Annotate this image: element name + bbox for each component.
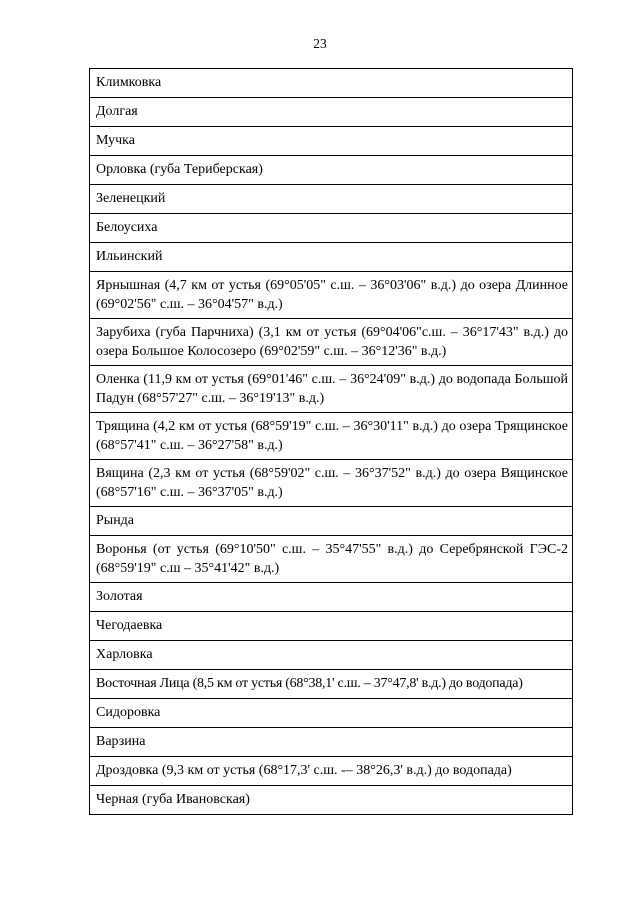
- table-cell: Ильинский: [90, 243, 573, 272]
- table-cell: Золотая: [90, 583, 573, 612]
- table-cell: Черная (губа Ивановская): [90, 786, 573, 815]
- page-number: 23: [313, 36, 327, 51]
- table-row: [90, 127, 573, 156]
- table-cell: Восточная Лица (8,5 км от устья (68°38,1' с.ш. – 37°47,8' в.д.) до водопада): [90, 670, 573, 699]
- table-row: [90, 98, 573, 127]
- table-cell: Долгая: [90, 98, 573, 127]
- table-row: [90, 583, 573, 612]
- table-row: [90, 641, 573, 670]
- table-row: [90, 786, 573, 815]
- table-row: [90, 366, 573, 413]
- table-cell: Харловка: [90, 641, 573, 670]
- table-row: [90, 243, 573, 272]
- table-cell: Вящина (2,3 км от устья (68°59'02" с.ш. – 36°37'52" в.д.) до озера Вящинское (68°57'16" с.ш. – 36°37'05" в.д.): [90, 460, 573, 507]
- table-row: [90, 413, 573, 460]
- table-cell: Орловка (губа Териберская): [90, 156, 573, 185]
- table-cell: Белоусиха: [90, 214, 573, 243]
- table-row: [90, 757, 573, 786]
- table-row: [90, 612, 573, 641]
- table-row: [90, 214, 573, 243]
- table-cell: Сидоровка: [90, 699, 573, 728]
- table-cell: Мучка: [90, 127, 573, 156]
- table-row: [90, 156, 573, 185]
- rivers-table: [89, 68, 573, 815]
- table-row: [90, 185, 573, 214]
- table-row: [90, 460, 573, 507]
- table-cell: Оленка (11,9 км от устья (69°01'46" с.ш. – 36°24'09" в.д.) до водопада Большой Падун (68°57'27" с.ш. – 36°19'13" в.д.): [90, 366, 573, 413]
- table-row: [90, 728, 573, 757]
- table-row: [90, 670, 573, 699]
- table-cell: Зеленецкий: [90, 185, 573, 214]
- table-row: [90, 69, 573, 98]
- table-row: [90, 272, 573, 319]
- table-row: [90, 536, 573, 583]
- table-row: [90, 319, 573, 366]
- table-cell: Ярнышная (4,7 км от устья (69°05'05" с.ш. – 36°03'06" в.д.) до озера Длинное (69°02'56" с.ш. – 36°04'57" в.д.): [90, 272, 573, 319]
- table-cell: Рында: [90, 507, 573, 536]
- table-cell: Воронья (от устья (69°10'50" с.ш. – 35°47'55" в.д.) до Серебрянской ГЭС-2 (68°59'19" с.ш – 35°41'42" в.д.): [90, 536, 573, 583]
- table-cell: Трящина (4,2 км от устья (68°59'19" с.ш. – 36°30'11" в.д.) до озера Трящинское (68°57'41" с.ш. – 36°27'58" в.д.): [90, 413, 573, 460]
- table-cell: Климковка: [90, 69, 573, 98]
- table-row: [90, 699, 573, 728]
- table-cell: Чегодаевка: [90, 612, 573, 641]
- table-cell: Дроздовка (9,3 км от устья (68°17,3' с.ш. -– 38°26,3' в.д.) до водопада): [90, 757, 573, 786]
- table-cell: Варзина: [90, 728, 573, 757]
- table-cell: Зарубиха (губа Парчниха) (3,1 км от устья (69°04'06"с.ш. – 36°17'43" в.д.) до озера Большое Колосозеро (69°02'59" с.ш. – 36°12'36" в.д.): [90, 319, 573, 366]
- table-row: [90, 507, 573, 536]
